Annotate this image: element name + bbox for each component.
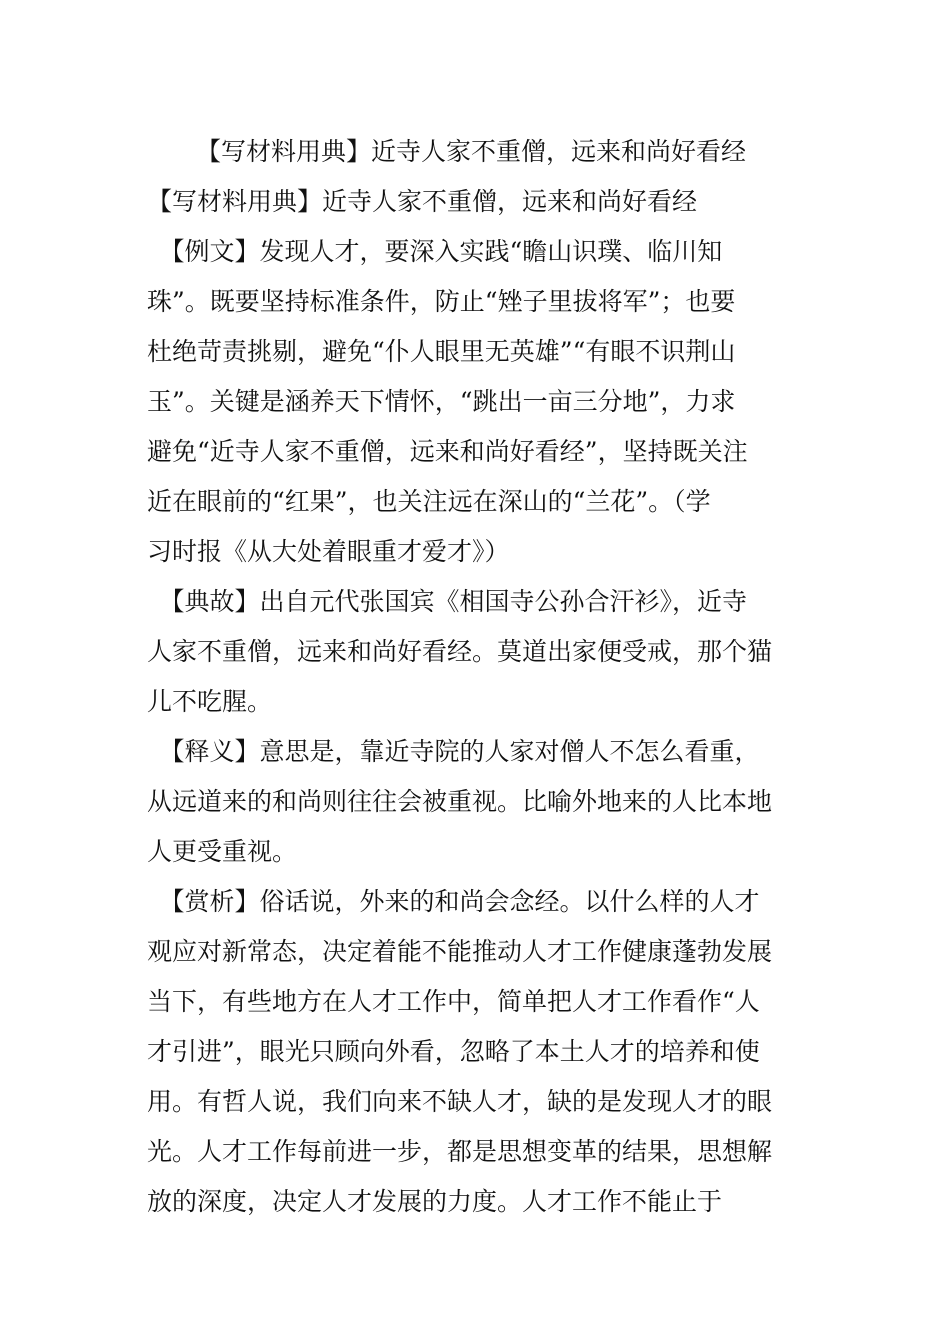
paragraph-line: 观应对新常态，决定着能不能推动人才工作健康蓬勃发展 — [147, 937, 773, 966]
paragraph-line: 【例文】发现人才，要深入实践“瞻山识璞、临川知 — [147, 237, 723, 266]
paragraph-line: 放的深度，决定人才发展的力度。人才工作不能止于 — [147, 1187, 723, 1216]
paragraph-line: 光。人才工作每前进一步，都是思想变革的结果，思想解 — [147, 1137, 773, 1166]
paragraph-line: 珠”。既要坚持标准条件，防止“矬子里拔将军”；也要 — [147, 287, 736, 316]
paragraph-line: 从远道来的和尚则往往会被重视。比喻外地来的人比本地 — [147, 787, 773, 816]
paragraph-line: 儿不吃腥。 — [147, 687, 273, 716]
paragraph-line: 【典故】出自元代张国宾《相国寺公孙合汗衫》，近寺 — [147, 587, 748, 616]
paragraph-line: 人更受重视。 — [147, 837, 298, 866]
paragraph-line: 玉”。关键是涵养天下情怀，“跳出一亩三分地”，力求 — [147, 387, 736, 416]
paragraph-line: 杜绝苛责挑剔，避免“仆人眼里无英雄”“有眼不识荆山 — [147, 337, 736, 366]
document-title: 【写材料用典】近寺人家不重僧，远来和尚好看经 — [196, 137, 747, 166]
paragraph-line: 近在眼前的“红果”，也关注远在深山的“兰花”。（学 — [147, 487, 711, 516]
paragraph-line: 习时报《从大处着眼重才爱才》） — [147, 537, 510, 566]
paragraph-line: 才引进”，眼光只顾向外看，忽略了本土人才的培养和使 — [147, 1037, 760, 1066]
document-subtitle: 【写材料用典】近寺人家不重僧，远来和尚好看经 — [147, 187, 698, 216]
paragraph-line: 人家不重僧，远来和尚好看经。莫道出家便受戒，那个猫 — [147, 637, 773, 666]
paragraph-line: 当下，有些地方在人才工作中，简单把人才工作看作“人 — [147, 987, 760, 1016]
paragraph-line: 【释义】意思是，靠近寺院的人家对僧人不怎么看重， — [147, 737, 760, 766]
paragraph-line: 用。有哲人说，我们向来不缺人才，缺的是发现人才的眼 — [147, 1087, 773, 1116]
paragraph-line: 【赏析】俗话说，外来的和尚会念经。以什么样的人才 — [147, 887, 760, 916]
paragraph-line: 避免“近寺人家不重僧，远来和尚好看经”，坚持既关注 — [147, 437, 748, 466]
